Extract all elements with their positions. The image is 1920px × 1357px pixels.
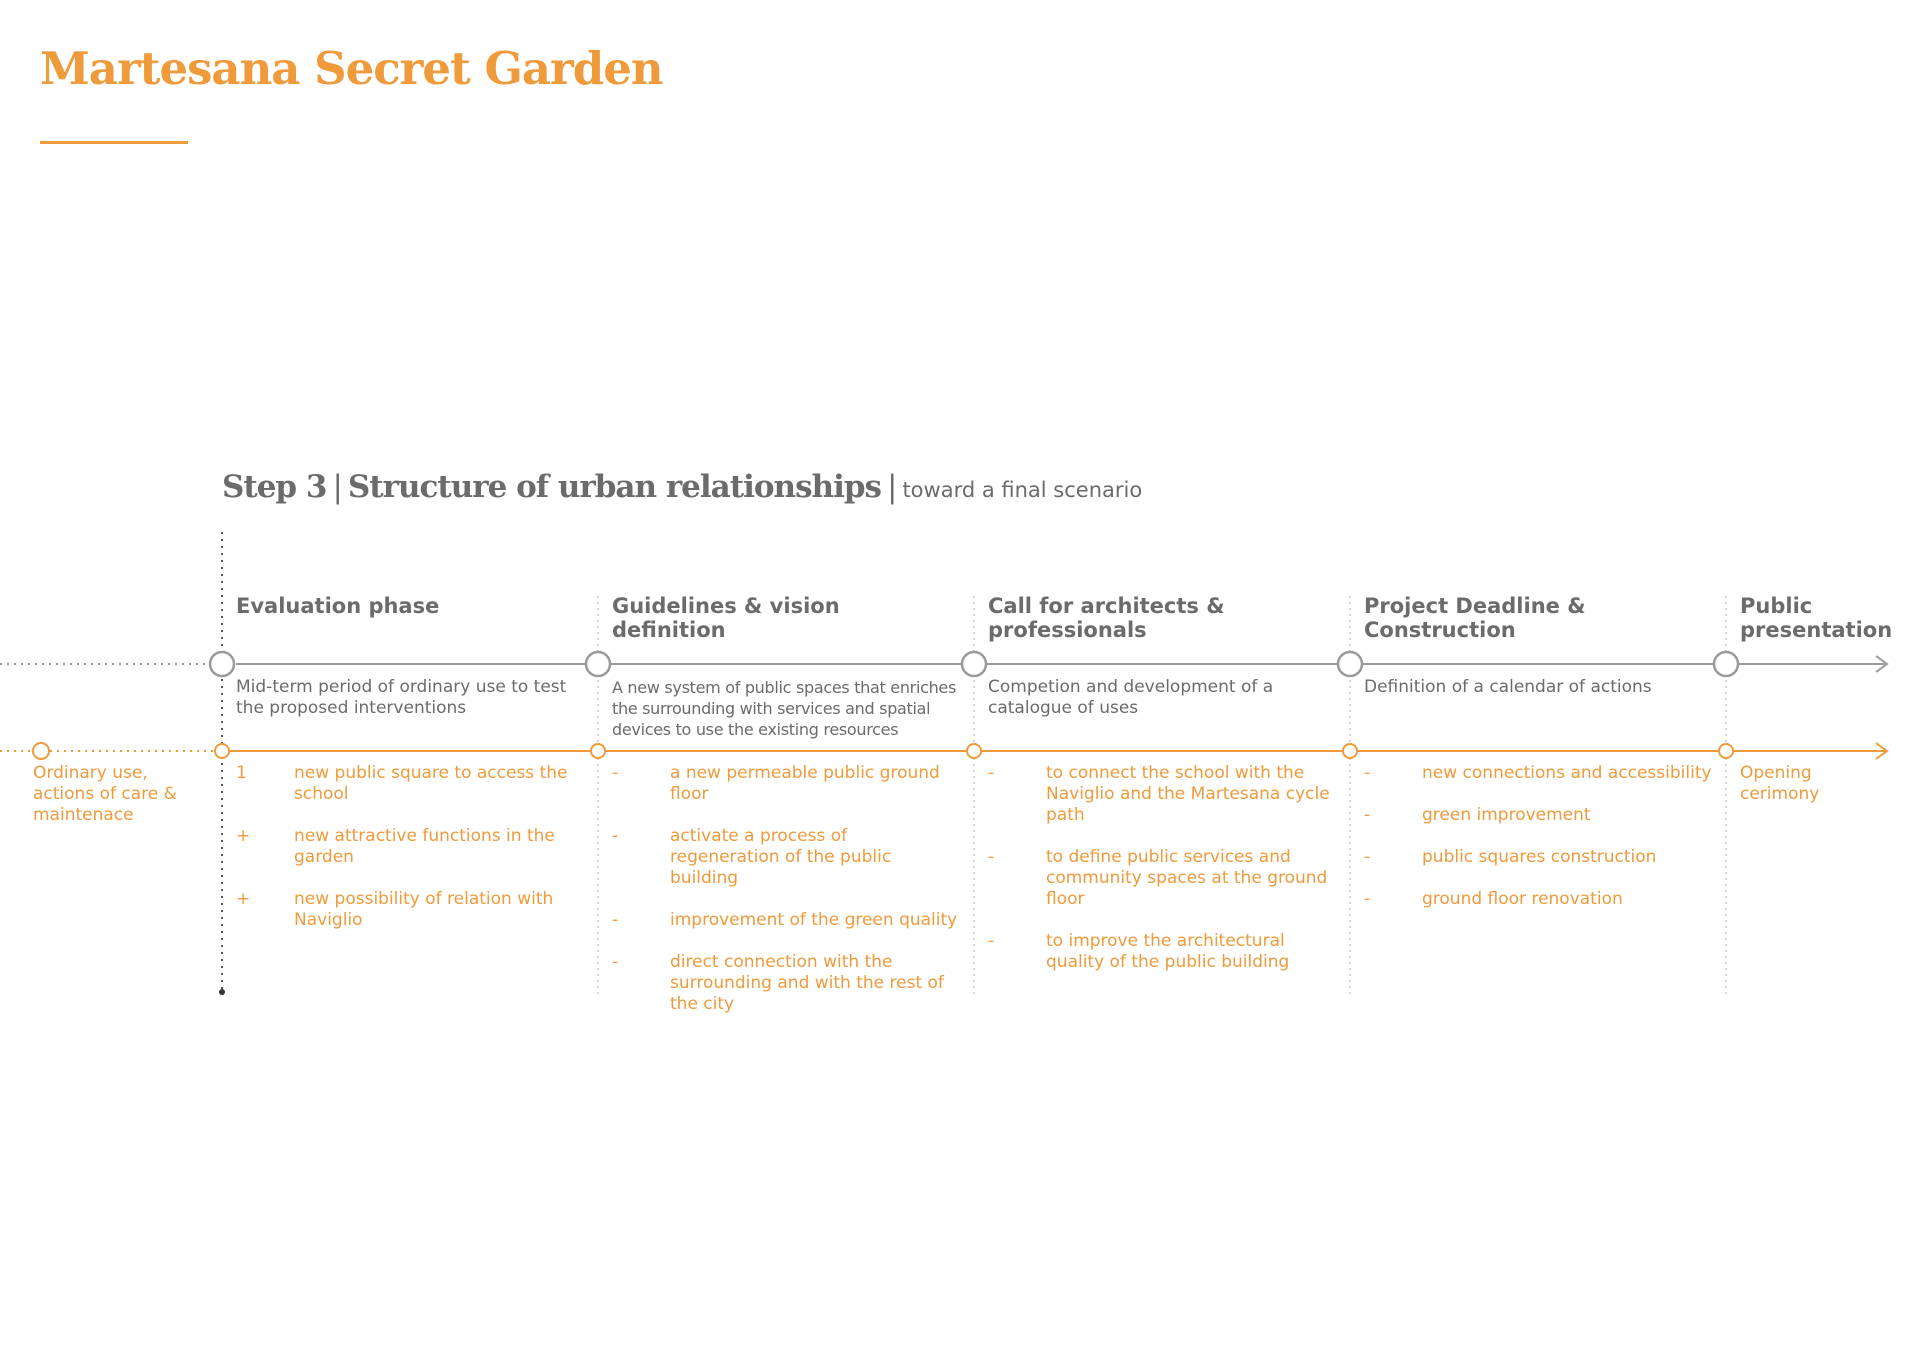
phase-node — [1338, 652, 1362, 676]
item-marker: - — [1364, 763, 1371, 783]
orange-node — [1343, 744, 1357, 758]
list-item — [612, 952, 962, 1015]
item-text: direct connection with the surrounding and with the rest of the city — [670, 952, 944, 1014]
item-marker: - — [988, 763, 995, 783]
item-text: new connections and accessibility — [1422, 763, 1712, 783]
item-text: new attractive functions in the garden — [294, 826, 555, 867]
list-item — [1364, 805, 1714, 826]
step-separator-2: | — [886, 469, 897, 505]
phase-node — [210, 652, 234, 676]
item-text: to improve the architectural quality of the public building — [1046, 931, 1290, 972]
item-text: public squares construction — [1422, 847, 1657, 867]
item-marker: - — [988, 931, 995, 951]
orange-node — [967, 744, 981, 758]
item-text: to connect the school with the Naviglio and the Martesana cycle path — [1046, 763, 1330, 825]
phase-desc-evaluation: Mid-term period of ordinary use to test the proposed interventions — [236, 677, 567, 718]
list-item — [612, 763, 962, 805]
list-item — [1364, 889, 1714, 910]
item-text: improvement of the green quality — [670, 910, 958, 930]
start-vertical-end-dot — [219, 989, 225, 995]
list-item — [612, 826, 962, 889]
item-text: a new permeable public ground floor — [670, 763, 940, 804]
phase-title-evaluation: Evaluation phase — [236, 594, 440, 618]
list-item — [236, 889, 576, 931]
phase-items-deadline — [1364, 763, 1714, 931]
phase-title-guidelines: Guidelines & vision definition — [612, 594, 840, 642]
step-label: Step 3 — [222, 469, 327, 505]
item-marker: + — [236, 826, 251, 846]
item-text: ground floor renovation — [1422, 889, 1623, 909]
list-item — [1364, 847, 1714, 868]
item-text: new possibility of relation with Naviglio — [294, 889, 554, 930]
phase-desc-deadline: Definition of a calendar of actions — [1364, 677, 1652, 697]
item-text: to define public services and community spaces at the ground floor — [1046, 847, 1328, 909]
item-marker: - — [988, 847, 995, 867]
phase-title-call: Call for architects & professionals — [988, 594, 1225, 642]
item-marker: - — [1364, 805, 1371, 825]
step-subtitle: toward a final scenario — [902, 478, 1143, 502]
item-text: activate a process of regeneration of the public building — [670, 826, 892, 888]
phase-node — [586, 652, 610, 676]
phase-title-deadline: Project Deadline & Construction — [1364, 594, 1586, 642]
item-text: green improvement — [1422, 805, 1591, 825]
phase-item-opening: Opening cerimony — [1740, 763, 1820, 804]
list-item — [1364, 763, 1714, 784]
phase-desc-guidelines: A new system of public spaces that enriches the surrounding with services and spatial devices to use the existing resources — [612, 678, 957, 739]
item-marker: 1 — [236, 763, 247, 783]
list-item — [236, 763, 576, 805]
item-marker: - — [1364, 847, 1371, 867]
list-item — [236, 826, 576, 868]
phase-items-evaluation — [236, 763, 576, 952]
item-marker: - — [1364, 889, 1371, 909]
orange-start-node — [33, 743, 49, 759]
page-title: Martesana Secret Garden — [40, 42, 663, 95]
orange-node — [591, 744, 605, 758]
list-item — [988, 763, 1338, 826]
item-marker: + — [236, 889, 251, 909]
phase-node — [962, 652, 986, 676]
step-separator-1: | — [332, 469, 342, 505]
phase-items-guidelines — [612, 763, 962, 1036]
orange-node — [215, 744, 229, 758]
item-marker: - — [612, 910, 619, 930]
item-marker: - — [612, 826, 619, 846]
list-item — [612, 910, 962, 931]
step-title: Structure of urban relationships — [347, 469, 881, 505]
phase-items-call — [988, 763, 1338, 994]
orange-node — [1719, 744, 1733, 758]
start-note: Ordinary use, actions of care & maintenace — [33, 763, 177, 825]
phase-desc-call: Competion and development of a catalogue of uses — [988, 677, 1274, 718]
list-item — [988, 931, 1338, 973]
item-text: new public square to access the school — [294, 763, 568, 804]
phase-node — [1714, 652, 1738, 676]
list-item — [988, 847, 1338, 910]
item-marker: - — [612, 952, 619, 972]
item-marker: - — [612, 763, 619, 783]
phase-title-presentation: Public presentation — [1740, 594, 1893, 642]
